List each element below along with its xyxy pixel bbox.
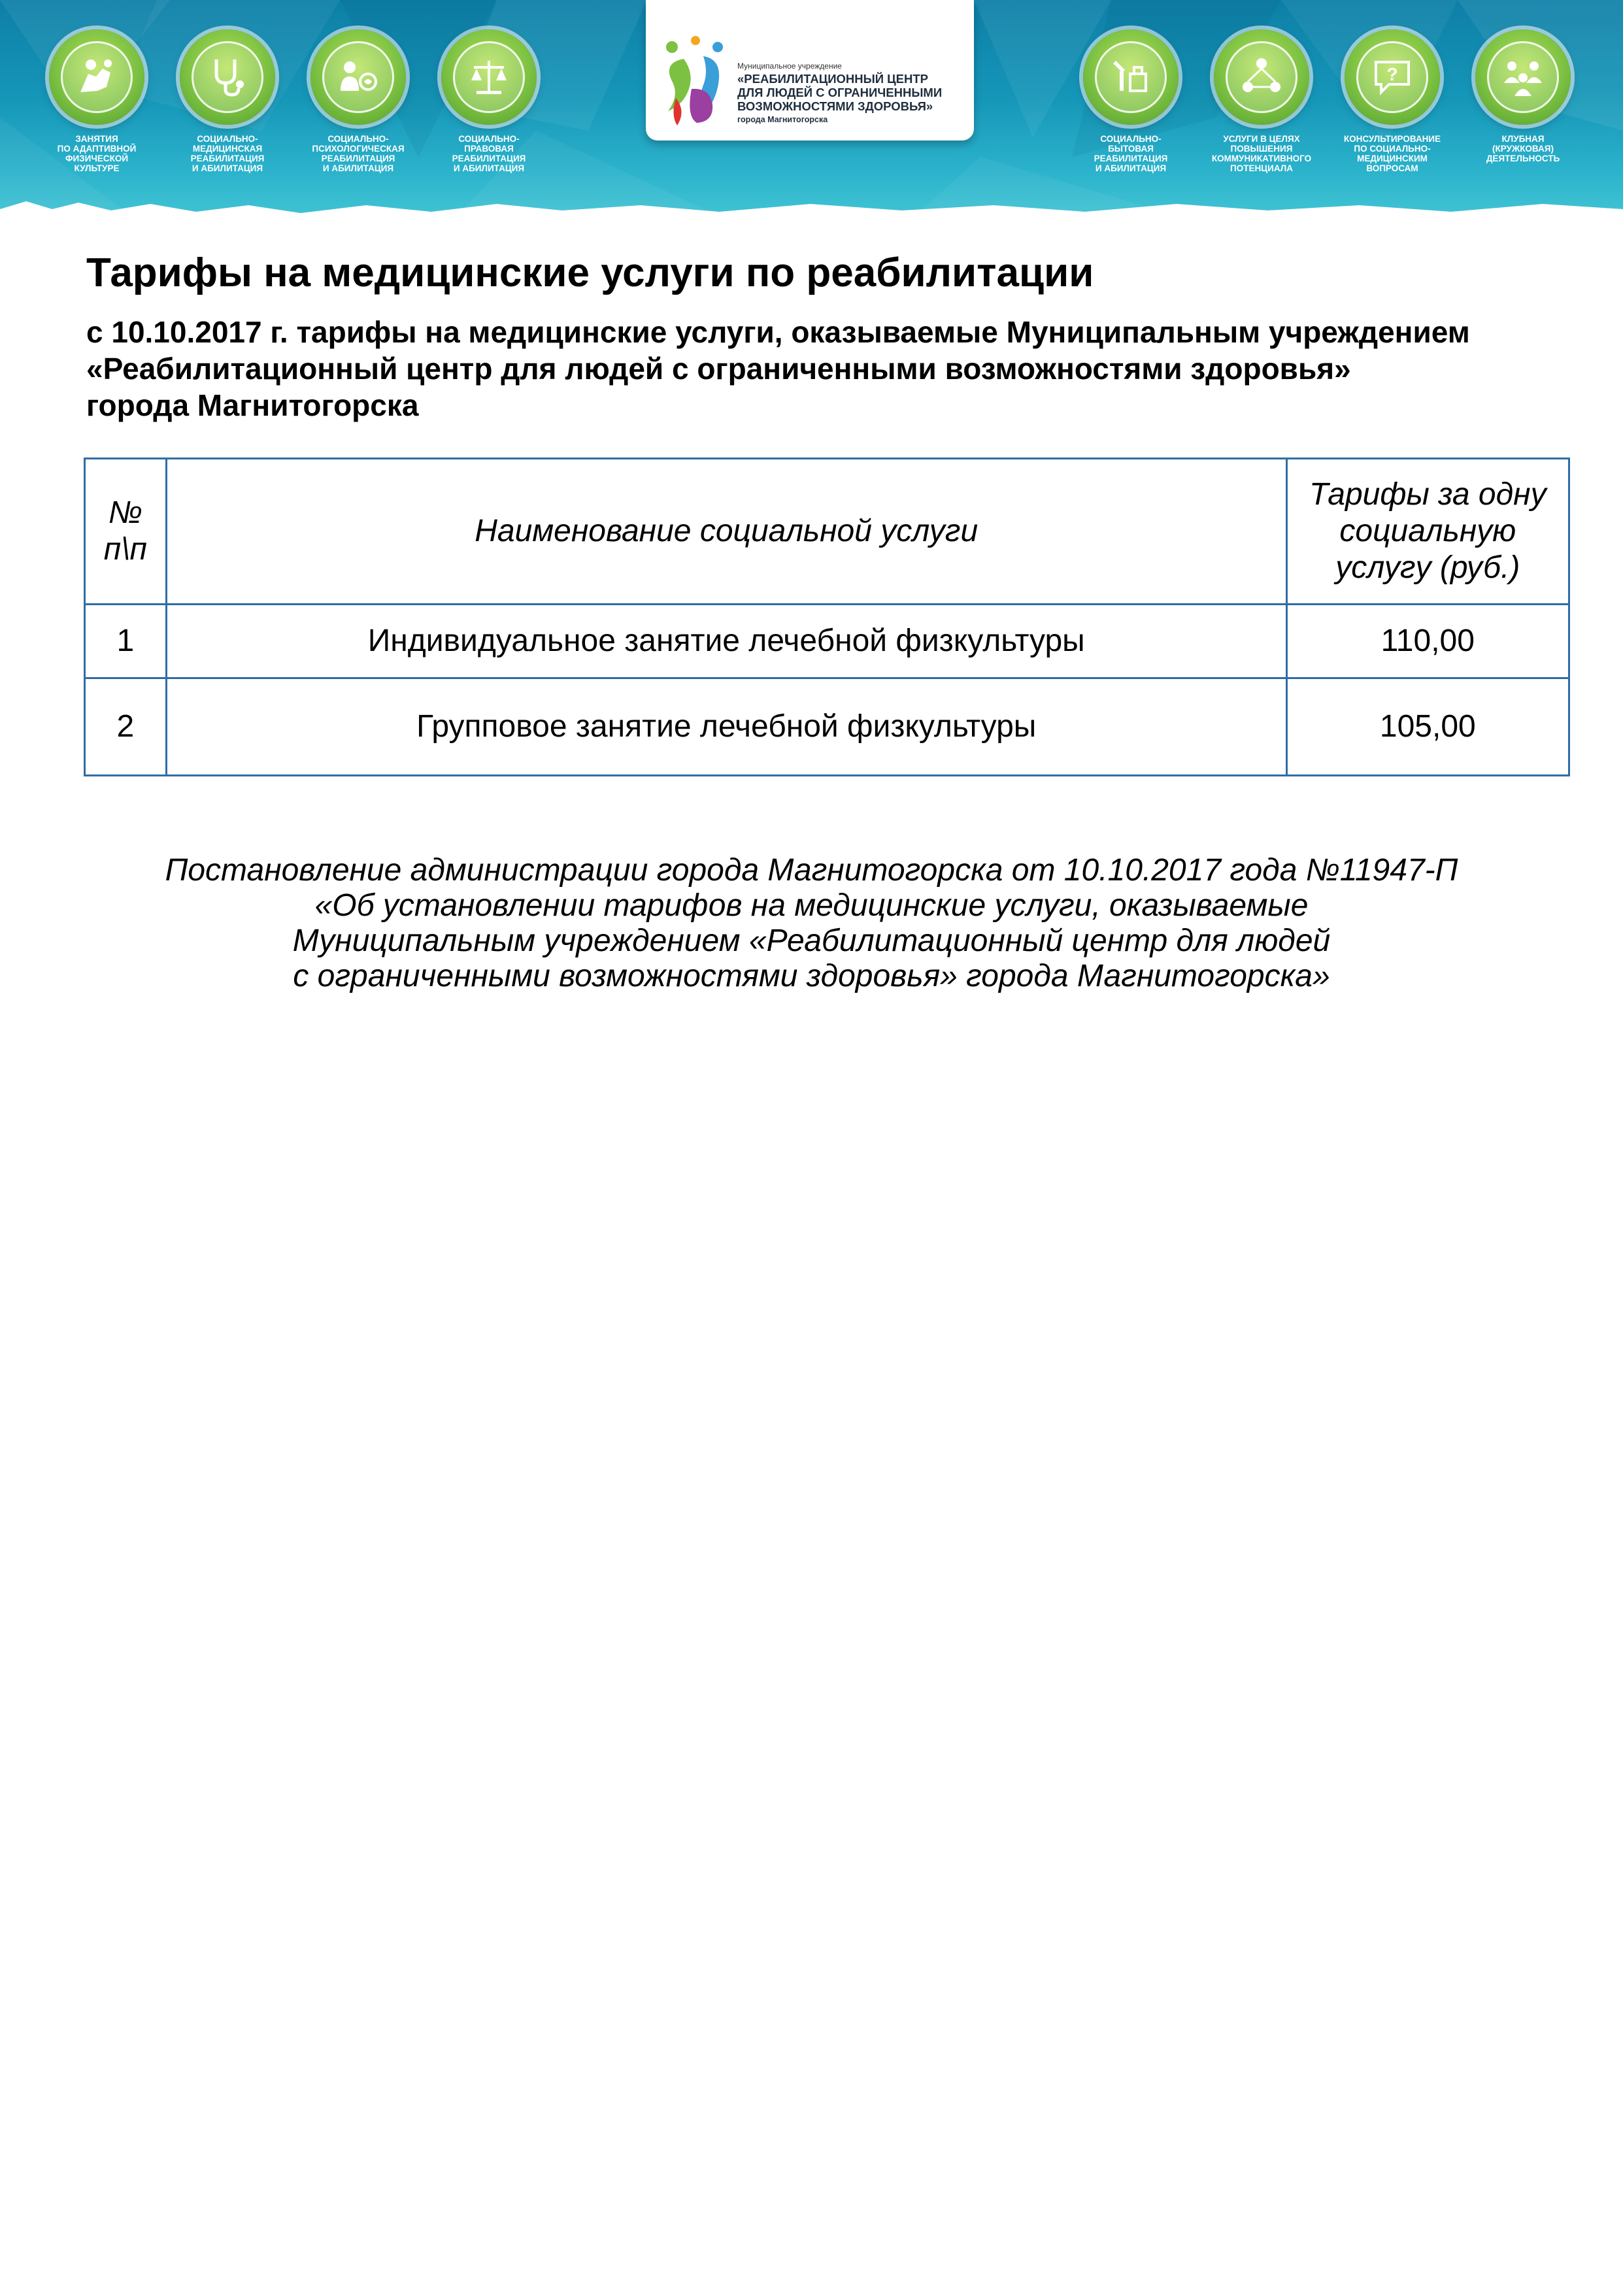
row-price: 105,00 xyxy=(1286,678,1569,776)
stethoscope-icon xyxy=(192,41,263,113)
row-service-name: Групповое занятие лечебной физкультуры xyxy=(166,678,1286,776)
service-communication[interactable] xyxy=(1196,29,1327,173)
service-caption: СОЦИАЛЬНО- ПРАВОВАЯ РЕАБИЛИТАЦИЯ И АБИЛИТАЦИЯ xyxy=(452,134,526,173)
logo-mark-icon xyxy=(658,33,736,131)
service-caption: ЗАНЯТИЯ ПО АДАПТИВНОЙ ФИЗИЧЕСКОЙ КУЛЬТУРЕ xyxy=(57,134,137,173)
service-caption: СОЦИАЛЬНО- БЫТОВАЯ РЕАБИЛИТАЦИЯ И АБИЛИТАЦИЯ xyxy=(1094,134,1168,173)
service-psych-rehab[interactable] xyxy=(293,29,424,173)
scales-icon xyxy=(453,41,525,113)
page-title: Тарифы на медицинские услуги по реабилитации xyxy=(86,250,1094,295)
banner-bottom-edge xyxy=(0,190,1623,216)
question-bubble-icon xyxy=(1356,41,1428,113)
gymnastics-icon xyxy=(61,41,133,113)
table-header-row xyxy=(85,459,1569,605)
tariffs-table xyxy=(84,458,1570,776)
svg-text:?: ? xyxy=(1386,64,1398,84)
service-adaptive-pe[interactable] xyxy=(31,29,162,173)
org-type: Муниципальное учреждение xyxy=(737,61,842,71)
header-price: Тарифы за одну социальную услугу (руб.) xyxy=(1286,459,1569,605)
org-city: города Магнитогорска xyxy=(737,115,828,124)
header-service-name: Наименование социальной услуги xyxy=(166,459,1286,605)
table-row xyxy=(85,605,1569,678)
psychology-icon xyxy=(322,41,394,113)
service-caption: КОНСУЛЬТИРОВАНИЕ ПО СОЦИАЛЬНО- МЕДИЦИНСКИМ ВОПРОСАМ xyxy=(1343,134,1441,173)
resolution-reference: Постановление администрации города Магнитогорска от 10.10.2017 года №11947-П «Об установлении тарифов на медицинские услуги, оказываемые Муниципальным учреждением «Реабилитационный центр для людей с ограниченными возможностями здоровья» города Магнитогорска» xyxy=(165,853,1458,993)
row-service-name: Индивидуальное занятие лечебной физкультуры xyxy=(166,605,1286,678)
header-number: № п\п xyxy=(85,459,167,605)
row-number: 2 xyxy=(85,678,167,776)
service-caption: СОЦИАЛЬНО- МЕДИЦИНСКАЯ РЕАБИЛИТАЦИЯ И АБИЛИТАЦИЯ xyxy=(190,134,265,173)
household-tools-icon xyxy=(1095,41,1167,113)
row-number: 1 xyxy=(85,605,167,678)
service-medical-rehab[interactable] xyxy=(162,29,293,173)
organization-logo[interactable] xyxy=(646,0,974,141)
people-group-icon xyxy=(1487,41,1559,113)
table-row xyxy=(85,678,1569,776)
org-name: «РЕАБИЛИТАЦИОННЫЙ ЦЕНТР ДЛЯ ЛЮДЕЙ С ОГРАНИЧЕННЫМИ ВОЗМОЖНОСТЯМИ ЗДОРОВЬЯ» xyxy=(737,72,943,113)
service-consulting[interactable] xyxy=(1327,29,1458,173)
header-banner xyxy=(0,0,1623,216)
page-subtitle: с 10.10.2017 г. тарифы на медицинские услуги, оказываемые Муниципальным учреждением «Реабилитационный центр для людей с ограниченными возможностями здоровья» города Магнитогорска xyxy=(86,315,1470,422)
service-caption: КЛУБНАЯ (КРУЖКОВАЯ) ДЕЯТЕЛЬНОСТЬ xyxy=(1486,134,1560,163)
service-caption: УСЛУГИ В ЦЕЛЯХ ПОВЫШЕНИЯ КОММУНИКАТИВНОГО ПОТЕНЦИАЛА xyxy=(1211,134,1312,173)
service-caption: СОЦИАЛЬНО- ПСИХОЛОГИЧЕСКАЯ РЕАБИЛИТАЦИЯ И АБИЛИТАЦИЯ xyxy=(312,134,405,173)
service-household-rehab[interactable] xyxy=(1065,29,1196,173)
service-club-activity[interactable] xyxy=(1458,29,1588,163)
row-price: 110,00 xyxy=(1286,605,1569,678)
communication-network-icon xyxy=(1226,41,1297,113)
service-legal-rehab[interactable] xyxy=(424,29,554,173)
